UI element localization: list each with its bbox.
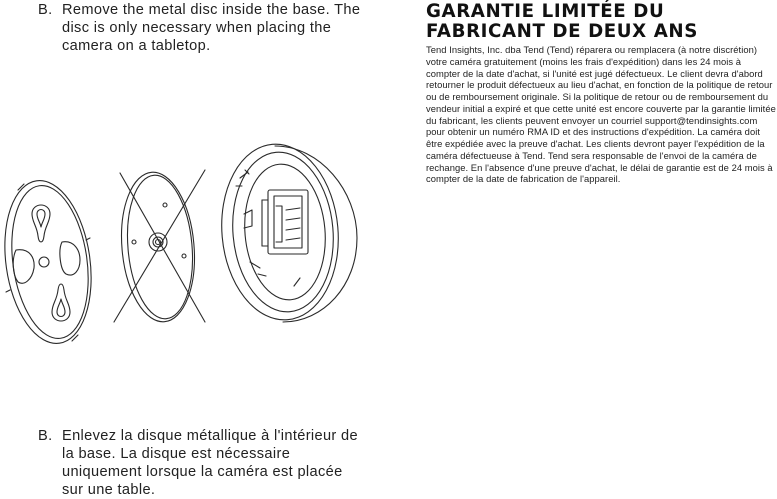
instruction-step-french [38, 427, 368, 499]
step-text: Enlevez la disque métallique à l'intérieur de la base. La disque est nécessaire uniquement lorsque la caméra est placée sur une table. [62, 428, 358, 498]
step-marker: B. [38, 428, 53, 444]
base-disassembly-illustration [0, 140, 380, 355]
metal-disc-drawing [114, 169, 205, 325]
warranty-section [426, 2, 776, 185]
warranty-title: GARANTIE LIMITÉE DU FABRICANT DE DEUX ANS [426, 1, 698, 42]
warranty-body: Tend Insights, Inc. dba Tend (Tend) réparera ou remplacera (à notre discrétion) votre caméra gratuitement (moins les frais d'expédition) dans les 24 mois à compter de la date d'achat, si l'unité est jugé défectueux. Le client devra d'abord retourner le produit défectueux au lieu d'achat, en fonction de la politique de retour ou de remboursement originale. Si la politique de retour ou de remboursement du vendeur initial a expiré et que cette unité est encore couverte par la garantie limitée du fabricant, les clients peuvent envoyer un courriel support@tendinsights.com pour obtenir un numéro RMA ID et des instructions d'expédition. La caméra doit être expédiée avec la preuve d'achat. Les clients devront payer l'expédition de la caméra défectueuse à Tend. Tend sera responsable de l'envoi de la caméra de rechange. En l'absence d'une preuve d'achat, le délai de garantie est de 24 mois à compter de la date de fabrication de l'appareil. [426, 44, 776, 185]
base-housing-drawing [215, 140, 357, 325]
base-plate-drawing [0, 175, 101, 349]
instruction-step-english [38, 1, 368, 55]
step-marker: B. [38, 2, 53, 18]
step-text: Remove the metal disc inside the base. The disc is only necessary when placing the camera on a tabletop. [62, 2, 361, 54]
